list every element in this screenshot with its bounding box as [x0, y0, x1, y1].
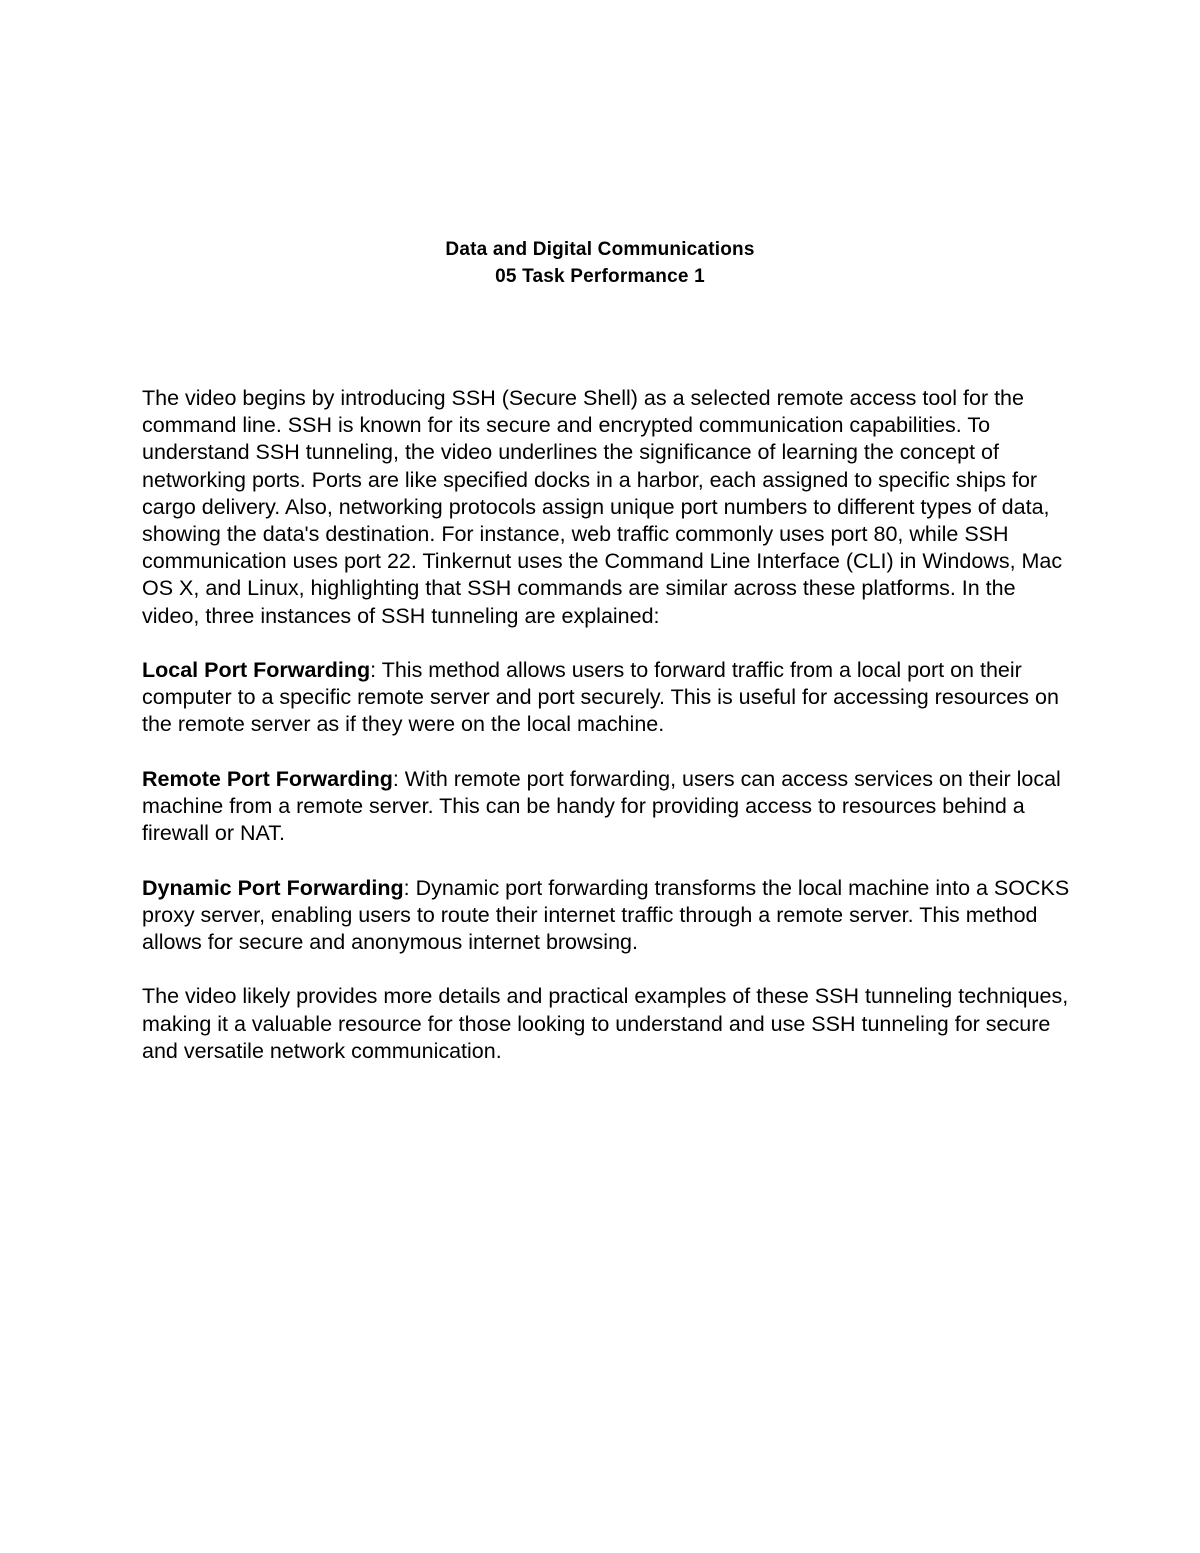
document-subtitle: 05 Task Performance 1 — [495, 266, 705, 287]
document-header — [0, 236, 1200, 290]
conclusion-paragraph: The video likely provides more details and practical examples of these SSH tunneling techniques, making it a valuable resource for those looking to understand and use SSH tunneling for secure and versatile network communication. — [142, 984, 1069, 1063]
remote-port-forwarding-text: : With remote port forwarding, users can access services on their local machine from a remote server. This can be handy for providing access to resources behind a firewall or NAT. — [142, 766, 1061, 846]
document-title: Data and Digital Communications — [445, 239, 755, 260]
local-port-forwarding-paragraph — [142, 657, 1072, 739]
intro-paragraph: The video begins by introducing SSH (Secure Shell) as a selected remote access tool for the command line. SSH is known for its secure and encrypted communication capabilities. To understand SSH tunneling, the video underlines the significance of learning the concept of networking ports. Ports are like specified docks in a harbor, each assigned to specific ships for cargo delivery. Also, networking protocols assign unique port numbers to different types of data, showing the data's destination. For instance, web traffic commonly uses port 80, while SSH communication uses port 22. Tinkernut uses the Command Line Interface (CLI) in Windows, Mac OS X, and Linux, highlighting that SSH commands are similar across these platforms. In the video, three instances of SSH tunneling are explained: — [142, 386, 1063, 628]
document-body — [142, 385, 1072, 1092]
dynamic-port-forwarding-term: Dynamic Port Forwarding — [142, 875, 404, 900]
local-port-forwarding-text: : This method allows users to forward traffic from a local port on their computer to a specific remote server and port securely. This is useful for accessing resources on the remote server as if they were on the local machine. — [142, 658, 1059, 737]
remote-port-forwarding-term: Remote Port Forwarding — [142, 766, 393, 791]
remote-port-forwarding-paragraph — [142, 766, 1072, 848]
dynamic-port-forwarding-paragraph — [142, 875, 1072, 957]
dynamic-port-forwarding-text: : Dynamic port forwarding transforms the local machine into a SOCKS proxy server, enabling users to route their internet traffic through a remote server. This method allows for secure and anonymous internet browsing. — [142, 875, 1070, 955]
local-port-forwarding-term: Local Port Forwarding — [142, 658, 371, 683]
